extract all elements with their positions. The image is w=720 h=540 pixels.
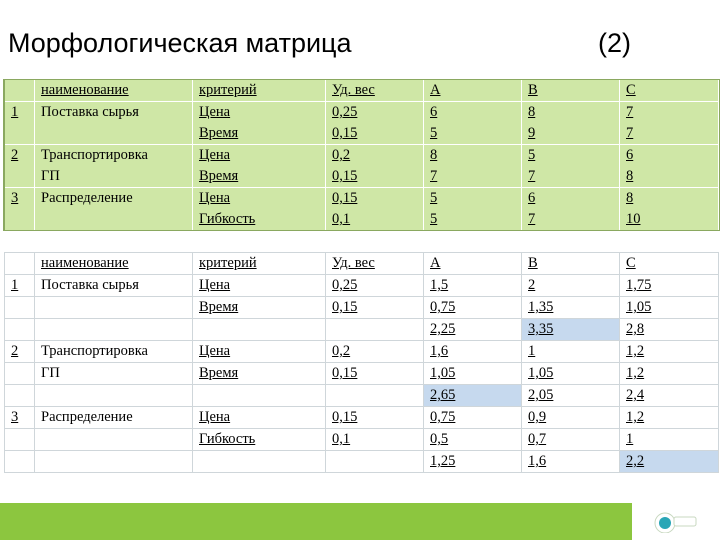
table-header-cell: C: [620, 253, 719, 275]
table-header-cell: [5, 253, 35, 275]
table-cell: 7: [620, 102, 719, 124]
table-cell: 2,2: [620, 451, 719, 473]
table-header-cell: B: [522, 253, 620, 275]
table-cell: 5: [522, 145, 620, 167]
footer-bar: [0, 503, 632, 540]
table-cell: Гибкость: [193, 429, 326, 451]
table-cell: [35, 319, 193, 341]
table-cell: [35, 209, 193, 230]
table-header-cell: критерий: [193, 80, 326, 102]
table-cell: 9: [522, 123, 620, 145]
table-cell: [5, 209, 35, 230]
table-cell: [193, 451, 326, 473]
table-cell: 2: [5, 145, 35, 167]
table-row: [5, 123, 719, 145]
table-cell: 0,15: [326, 297, 424, 319]
table-cell: [5, 451, 35, 473]
table-cell: 0,2: [326, 145, 424, 167]
table-cell: Распределение: [35, 188, 193, 210]
table-cell: 1: [5, 275, 35, 297]
table-row: [5, 341, 719, 363]
table-cell: 5: [424, 188, 522, 210]
table-cell: [193, 385, 326, 407]
table-cell: 0,25: [326, 102, 424, 124]
table-row: [5, 209, 719, 230]
table-cell: 1: [522, 341, 620, 363]
table-row: [5, 451, 719, 473]
table-cell: [193, 319, 326, 341]
page-title: Морфологическая матрица: [8, 28, 352, 58]
table-row: [5, 145, 719, 167]
table-row: [5, 188, 719, 210]
table-header-cell: [5, 80, 35, 102]
table-cell: 8: [620, 188, 719, 210]
table-cell: Транспортировка: [35, 145, 193, 167]
table-cell: Цена: [193, 407, 326, 429]
table-cell: 0,1: [326, 209, 424, 230]
table-cell: 6: [424, 102, 522, 124]
table-cell: 1,2: [620, 341, 719, 363]
table-cell: 1,05: [620, 297, 719, 319]
table-header-cell: Уд. вес: [326, 253, 424, 275]
table-cell: Время: [193, 297, 326, 319]
table-header-cell: критерий: [193, 253, 326, 275]
morphological-matrix-table: [4, 80, 719, 230]
table-header-cell: B: [522, 80, 620, 102]
table-cell: Поставка сырья: [35, 102, 193, 124]
table-cell: [35, 385, 193, 407]
table-cell: [5, 429, 35, 451]
weighted-matrix-table: [4, 252, 719, 473]
table-header-cell: наименование: [35, 80, 193, 102]
table-cell: 0,75: [424, 407, 522, 429]
table-cell: 0,1: [326, 429, 424, 451]
table-cell: 1,2: [620, 407, 719, 429]
table-cell: 0,15: [326, 363, 424, 385]
table-cell: Цена: [193, 102, 326, 124]
table-cell: 3: [5, 407, 35, 429]
table-cell: Гибкость: [193, 209, 326, 230]
table-cell: 6: [522, 188, 620, 210]
table-cell: [5, 297, 35, 319]
table-cell: ГП: [35, 363, 193, 385]
table-cell: 0,75: [424, 297, 522, 319]
table-cell: [5, 385, 35, 407]
table-cell: 0,15: [326, 123, 424, 145]
table-cell: Транспортировка: [35, 341, 193, 363]
table-cell: 2,05: [522, 385, 620, 407]
table-cell: 2: [5, 341, 35, 363]
table-header-cell: A: [424, 80, 522, 102]
table-cell: 2: [522, 275, 620, 297]
table-cell: 8: [620, 166, 719, 188]
table-cell: 1,6: [424, 341, 522, 363]
table-header-cell: C: [620, 80, 719, 102]
table-cell: 2,4: [620, 385, 719, 407]
table-cell: 10: [620, 209, 719, 230]
table-cell: 1,05: [522, 363, 620, 385]
table-cell: 0,7: [522, 429, 620, 451]
table-cell: [35, 297, 193, 319]
table-header-cell: Уд. вес: [326, 80, 424, 102]
table-cell: [5, 319, 35, 341]
table-row: [5, 429, 719, 451]
table-row: [5, 407, 719, 429]
table-header-cell: A: [424, 253, 522, 275]
table-cell: Время: [193, 363, 326, 385]
table-cell: [5, 123, 35, 145]
table-cell: [35, 429, 193, 451]
table-cell: [326, 319, 424, 341]
table-cell: 0,2: [326, 341, 424, 363]
table-cell: Цена: [193, 145, 326, 167]
table-cell: 0,15: [326, 188, 424, 210]
table-cell: ГП: [35, 166, 193, 188]
table-cell: Цена: [193, 188, 326, 210]
table-cell: 1,6: [522, 451, 620, 473]
table-cell: 3,35: [522, 319, 620, 341]
table-cell: Цена: [193, 275, 326, 297]
table-cell: [5, 363, 35, 385]
table-cell: Время: [193, 166, 326, 188]
table-cell: [326, 385, 424, 407]
table-cell: 3: [5, 188, 35, 210]
table-row: [5, 102, 719, 124]
table-header-cell: наименование: [35, 253, 193, 275]
table-cell: 2,65: [424, 385, 522, 407]
table-row: [5, 385, 719, 407]
table-cell: 5: [424, 123, 522, 145]
table-cell: 0,9: [522, 407, 620, 429]
table-cell: 7: [620, 123, 719, 145]
table-cell: 1,05: [424, 363, 522, 385]
table-cell: Время: [193, 123, 326, 145]
table-cell: 6: [620, 145, 719, 167]
table-cell: 1: [620, 429, 719, 451]
table-cell: Цена: [193, 341, 326, 363]
table-cell: [5, 166, 35, 188]
table-cell: 7: [522, 209, 620, 230]
table-row: [5, 363, 719, 385]
table-cell: 5: [424, 209, 522, 230]
table-row: [5, 297, 719, 319]
table-cell: 8: [424, 145, 522, 167]
table-row: [5, 253, 719, 275]
table-cell: 2,8: [620, 319, 719, 341]
table-cell: 7: [424, 166, 522, 188]
table-row: [5, 166, 719, 188]
table-cell: 1,2: [620, 363, 719, 385]
table-cell: 8: [522, 102, 620, 124]
table-cell: 1,75: [620, 275, 719, 297]
table-cell: 1,5: [424, 275, 522, 297]
table-cell: 1,25: [424, 451, 522, 473]
table-cell: 1,35: [522, 297, 620, 319]
table-cell: 0,5: [424, 429, 522, 451]
table-row: [5, 275, 719, 297]
table-cell: 1: [5, 102, 35, 124]
table-cell: [35, 451, 193, 473]
table-cell: 7: [522, 166, 620, 188]
table-cell: 2,25: [424, 319, 522, 341]
table-cell: Поставка сырья: [35, 275, 193, 297]
table-cell: Распределение: [35, 407, 193, 429]
page-number: (2): [598, 28, 631, 58]
table-cell: 0,15: [326, 407, 424, 429]
table-cell: [326, 451, 424, 473]
table-cell: [35, 123, 193, 145]
table-cell: 0,15: [326, 166, 424, 188]
table-row: [5, 319, 719, 341]
table-row: [5, 80, 719, 102]
logo-icon: [650, 503, 698, 533]
table-cell: 0,25: [326, 275, 424, 297]
